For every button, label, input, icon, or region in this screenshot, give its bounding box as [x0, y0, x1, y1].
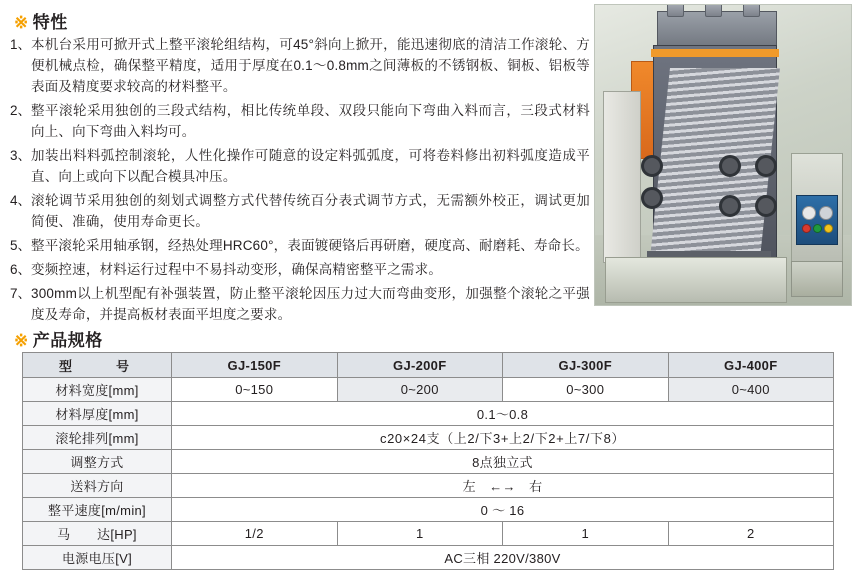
handwheel-icon [719, 155, 741, 177]
handwheel-icon [719, 195, 741, 217]
section-mark-icon: ※ [14, 13, 29, 32]
features-title-text: 特性 [32, 13, 68, 32]
cell-value: 0.1～0.8 [172, 402, 834, 426]
cell-value: AC三相 220V/380V [172, 546, 834, 570]
cell-value: 0~400 [668, 378, 834, 402]
feature-number: 2、 [10, 103, 32, 118]
motor-cylinder [743, 4, 760, 17]
handwheel-icon [641, 155, 663, 177]
cell-value: 1 [503, 522, 669, 546]
column-header-gj200f: GJ-200F [337, 353, 503, 378]
feature-number: 1、 [10, 37, 32, 52]
row-label: 马 达[HP] [23, 522, 172, 546]
list-item [10, 283, 590, 325]
list-item [10, 235, 590, 256]
cell-value: 0~150 [172, 378, 338, 402]
feature-number: 7、 [10, 286, 32, 301]
row-label: 材料厚度[mm] [23, 402, 172, 426]
cell-value: 2 [668, 522, 834, 546]
table-row [23, 450, 834, 474]
warning-button-indicator[interactable] [824, 224, 833, 233]
feature-number: 3、 [10, 148, 32, 163]
row-label: 材料宽度[mm] [23, 378, 172, 402]
feature-number: 5、 [10, 238, 32, 253]
row-label: 整平速度[m/min] [23, 498, 172, 522]
cell-value: 0~200 [337, 378, 503, 402]
cell-value: 8点独立式 [172, 450, 834, 474]
table-row [23, 474, 834, 498]
list-item [10, 100, 590, 142]
stop-button-indicator[interactable] [802, 224, 811, 233]
column-header-model: 型 号 [23, 353, 172, 378]
table-row [23, 498, 834, 522]
column-header-gj150f: GJ-150F [172, 353, 338, 378]
handwheel-icon [641, 187, 663, 209]
cell-value: ϲ20×24支（上2/下3+上2/下2+上7/下8） [172, 426, 834, 450]
specs-section-title [14, 326, 103, 351]
feature-text: 整平滚轮采用轴承钢，经热处理HRC60°，表面镀硬铬后再研磨，硬度高、耐磨耗、寿命长。 [31, 238, 589, 253]
motor-cylinder [705, 4, 722, 17]
table-header-row [23, 353, 834, 378]
table-row [23, 402, 834, 426]
column-header-gj300f: GJ-300F [503, 353, 669, 378]
motor-cylinder [667, 4, 684, 17]
table-row [23, 378, 834, 402]
feature-number: 6、 [10, 262, 32, 277]
feature-text: 本机台采用可掀开式上整平滚轮组结构，可45°斜向上掀开，能迅速彻底的清洁工作滚轮、方便机械点检，确保整平精度，适用于厚度在0.1～0.8mm之间薄板的不锈钢板、铜板、铝板等表面及精度要求较高的材料整平。 [31, 37, 590, 94]
specs-title-text: 产品规格 [32, 331, 103, 350]
column-header-gj400f: GJ-400F [668, 353, 834, 378]
list-item [10, 190, 590, 232]
start-button-indicator[interactable] [813, 224, 822, 233]
table-row [23, 522, 834, 546]
features-list [10, 34, 590, 328]
row-label: 滚轮排列[mm] [23, 426, 172, 450]
section-mark-icon: ※ [14, 331, 29, 350]
speed-dial[interactable] [802, 206, 816, 220]
handwheel-icon [755, 155, 777, 177]
row-label: 电源电压[V] [23, 546, 172, 570]
feature-text: 300mm以上机型配有补强装置，防止整平滚轮因压力过大而弯曲变形，加强整个滚轮之平强度及寿命，并提高板材表面平坦度之要求。 [31, 286, 590, 322]
row-label: 调整方式 [23, 450, 172, 474]
cell-value: 0 ～ 16 [172, 498, 834, 522]
spec-table [22, 352, 834, 570]
machine-left-body [603, 91, 641, 263]
list-item [10, 145, 590, 187]
feature-number: 4、 [10, 193, 32, 208]
features-section-title [14, 8, 68, 33]
cell-value: 0~300 [503, 378, 669, 402]
list-item [10, 34, 590, 97]
table-row [23, 426, 834, 450]
top-orange-bar [651, 49, 779, 57]
feature-text: 滚轮调节采用独创的刻划式调整方式代替传统百分表式调节方式，无需额外校正，调试更加简便、准确，使用寿命更长。 [31, 193, 590, 229]
feature-text: 变频控速，材料运行过程中不易抖动变形，确保高精密整平之需求。 [31, 262, 443, 277]
cell-value: 1 [337, 522, 503, 546]
row-label: 送料方向 [23, 474, 172, 498]
cell-value: 1/2 [172, 522, 338, 546]
mode-dial[interactable] [819, 206, 833, 220]
feature-text: 整平滚轮采用独创的三段式结构，相比传统单段、双段只能向下弯曲入料而言，三段式材料向上、向下弯曲入料均可。 [31, 103, 590, 139]
machine-base [605, 257, 787, 303]
handwheel-icon [755, 195, 777, 217]
cabinet-stand [791, 261, 843, 297]
cell-value: 左 ←→ 右 [172, 474, 834, 498]
list-item [10, 259, 590, 280]
feature-text: 加装出料料弧控制滚轮，人性化操作可随意的设定料弧弧度，可将卷料修出初料弧度造成平直、向上或向下以配合模具冲压。 [31, 148, 590, 184]
machine-photo [594, 4, 852, 306]
control-panel [796, 195, 838, 245]
table-row [23, 546, 834, 570]
